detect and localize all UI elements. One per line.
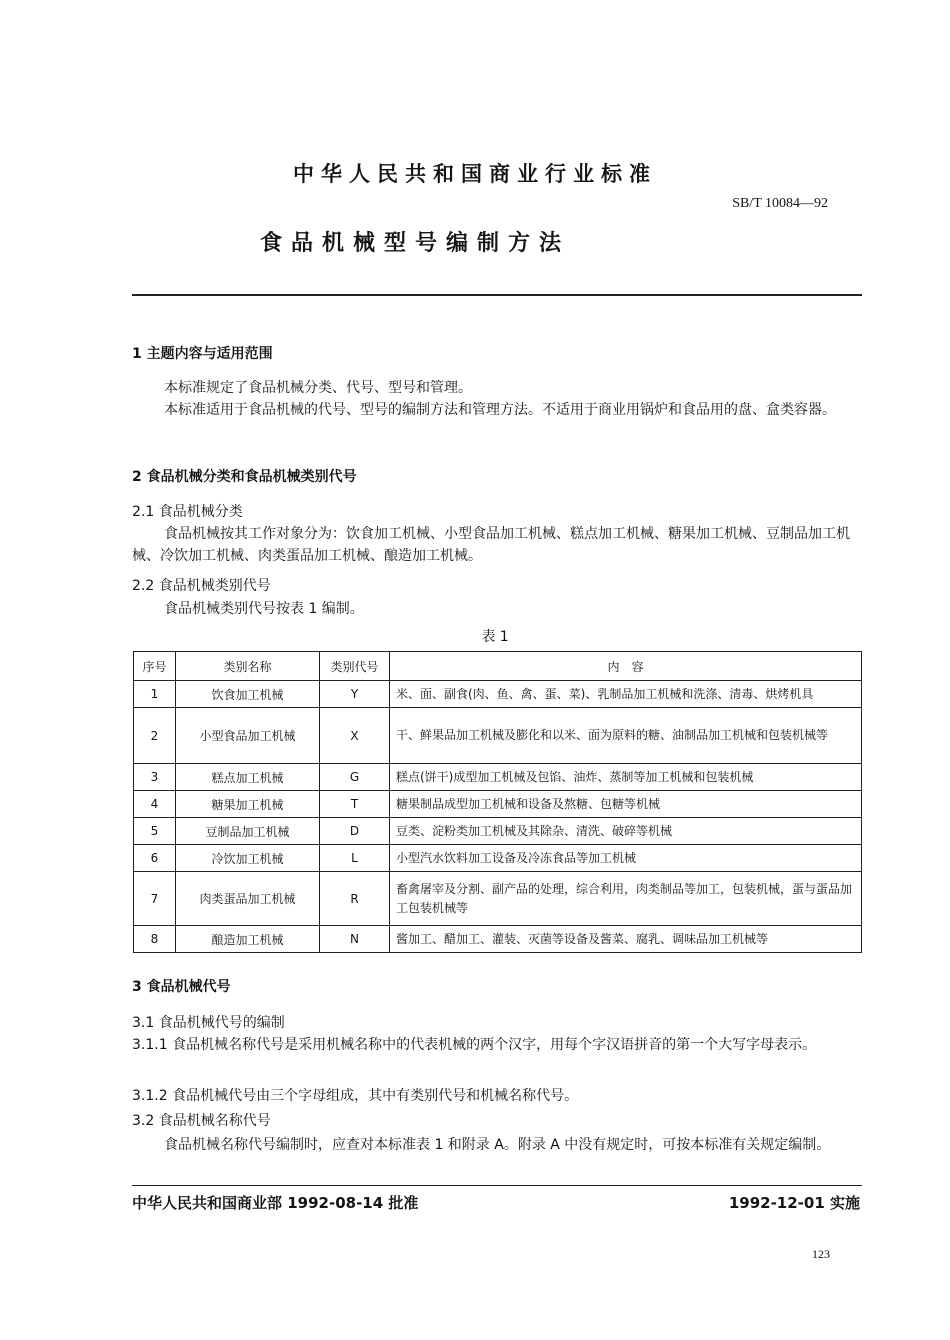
section-1-paragraph-2: 本标准适用于食品机械的代号、型号的编制方法和管理方法。不适用于商业用锅炉和食品用的盘、盒类容器。 <box>164 402 836 418</box>
cell-seq: 3 <box>134 764 176 791</box>
cell-seq: 6 <box>134 845 176 872</box>
cell-category-name: 糖果加工机械 <box>176 791 320 818</box>
section-2-2-paragraph: 食品机械类别代号按表 1 编制。 <box>164 601 364 617</box>
table-row <box>134 845 862 872</box>
standard-code: SB/T 10084—92 <box>732 196 828 211</box>
cell-category-name: 小型食品加工机械 <box>176 708 320 764</box>
cell-seq: 1 <box>134 681 176 708</box>
header-divider <box>132 294 862 296</box>
cell-category-name: 酿造加工机械 <box>176 926 320 953</box>
cell-content: 糖果制品成型加工机械和设备及熬糖、包糖等机械 <box>390 791 862 818</box>
cell-category-name: 冷饮加工机械 <box>176 845 320 872</box>
cell-content: 畜禽屠宰及分割、副产品的处理，综合利用，肉类制品等加工，包装机械，蛋与蛋品加工包装机械等 <box>390 872 862 926</box>
header-category-code: 类别代号 <box>320 652 390 681</box>
section-3-2-heading: 3.2 食品机械名称代号 <box>132 1113 271 1129</box>
cell-seq: 7 <box>134 872 176 926</box>
cell-category-name: 饮食加工机械 <box>176 681 320 708</box>
section-2-1-heading: 2.1 食品机械分类 <box>132 504 243 520</box>
header-seq: 序号 <box>134 652 176 681</box>
approval-date: 中华人民共和国商业部 1992-08-14 批准 <box>132 1194 419 1212</box>
section-3-heading: 3 食品机械代号 <box>132 979 231 995</box>
cell-category-name: 肉类蛋品加工机械 <box>176 872 320 926</box>
cell-seq: 8 <box>134 926 176 953</box>
document-title: 食品机械型号编制方法 <box>259 231 570 256</box>
cell-seq: 2 <box>134 708 176 764</box>
cell-category-name: 豆制品加工机械 <box>176 818 320 845</box>
header-category-name: 类别名称 <box>176 652 320 681</box>
table-row <box>134 764 862 791</box>
cell-seq: 4 <box>134 791 176 818</box>
section-3-1-1-paragraph: 3.1.1 食品机械名称代号是采用机械名称中的代表机械的两个汉字，用每个字汉语拼音的第一个大写字母表示。 <box>132 1037 817 1053</box>
section-2-1-paragraph: 食品机械按其工作对象分为：饮食加工机械、小型食品加工机械、糕点加工机械、糖果加工机械、豆制品加工机械、冷饮加工机械、肉类蛋品加工机械、酿造加工机械。 <box>132 526 850 564</box>
cell-category-code: R <box>320 872 390 926</box>
cell-category-code: T <box>320 791 390 818</box>
cell-category-code: N <box>320 926 390 953</box>
footer-divider <box>132 1185 862 1186</box>
cell-content: 干、鲜果品加工机械及膨化和以米、面为原料的糖、油制品加工机械和包装机械等 <box>390 708 862 764</box>
cell-category-name: 糕点加工机械 <box>176 764 320 791</box>
section-3-2-paragraph: 食品机械名称代号编制时，应查对本标准表 1 和附录 A。附录 A 中没有规定时，可按本标准有关规定编制。 <box>164 1137 831 1153</box>
page-number: 123 <box>812 1247 830 1261</box>
cell-content: 糕点(饼干)成型加工机械及包馅、油炸、蒸制等加工机械和包装机械 <box>390 764 862 791</box>
header-content: 内 容 <box>390 652 862 681</box>
table-row <box>134 791 862 818</box>
table-row <box>134 818 862 845</box>
cell-category-code: L <box>320 845 390 872</box>
section-2-2-heading: 2.2 食品机械类别代号 <box>132 578 271 594</box>
section-1-heading: 1 主题内容与适用范围 <box>132 346 273 362</box>
cell-category-code: Y <box>320 681 390 708</box>
cell-category-code: X <box>320 708 390 764</box>
cell-category-code: G <box>320 764 390 791</box>
cell-category-code: D <box>320 818 390 845</box>
section-1-paragraph-1: 本标准规定了食品机械分类、代号、型号和管理。 <box>164 380 472 396</box>
table-row <box>134 708 862 764</box>
cell-content: 酱加工、醋加工、灌装、灭菌等设备及酱菜、腐乳、调味品加工机械等 <box>390 926 862 953</box>
section-3-1-heading: 3.1 食品机械代号的编制 <box>132 1015 285 1031</box>
section-3-1-2-paragraph: 3.1.2 食品机械代号由三个字母组成，其中有类别代号和机械名称代号。 <box>132 1088 579 1104</box>
cell-seq: 5 <box>134 818 176 845</box>
category-code-table <box>133 651 862 953</box>
effective-date: 1992-12-01 实施 <box>728 1194 860 1212</box>
org-title: 中华人民共和国商业行业标准 <box>293 162 657 186</box>
table-row <box>134 926 862 953</box>
cell-content: 小型汽水饮料加工设备及冷冻食品等加工机械 <box>390 845 862 872</box>
table-row <box>134 872 862 926</box>
table-caption: 表 1 <box>481 629 509 645</box>
cell-content: 豆类、淀粉类加工机械及其除杂、清洗、破碎等机械 <box>390 818 862 845</box>
table-row <box>134 681 862 708</box>
table-header-row <box>134 652 862 681</box>
section-2-heading: 2 食品机械分类和食品机械类别代号 <box>132 469 357 485</box>
cell-content: 米、面、副食(肉、鱼、禽、蛋、菜)、乳制品加工机械和洗涤、清毒、烘烤机具 <box>390 681 862 708</box>
